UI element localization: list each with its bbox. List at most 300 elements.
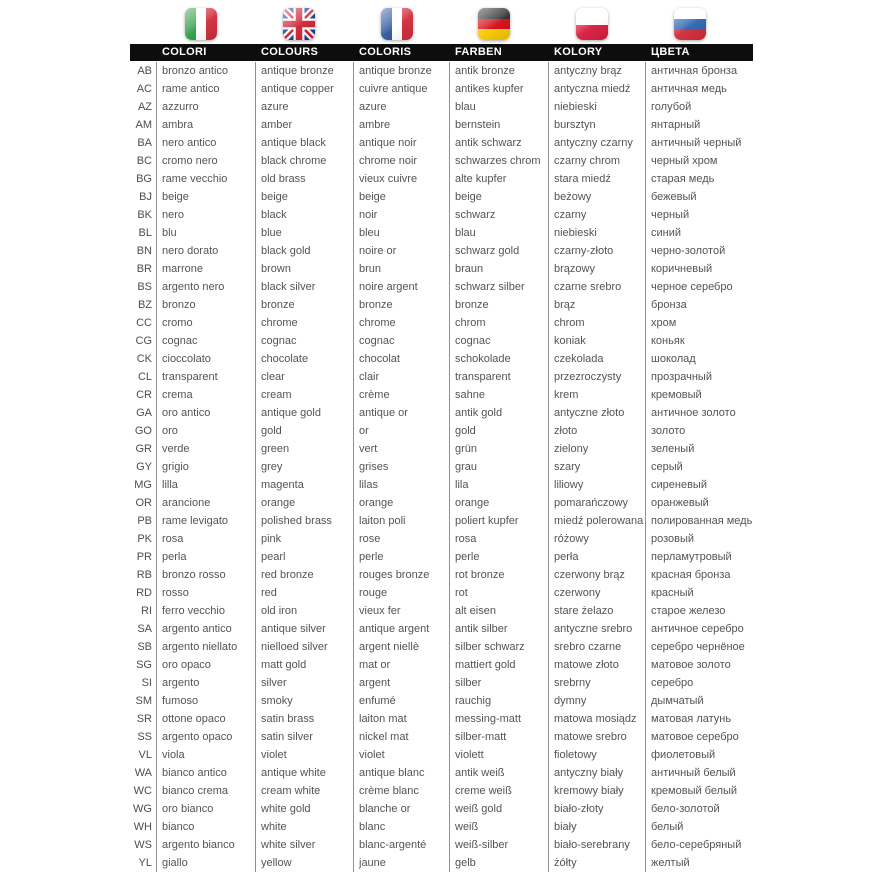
english-name-cell: antique gold xyxy=(255,404,353,422)
color-code-cell: BN xyxy=(136,245,152,257)
polish-name-cell: miedź polerowana xyxy=(548,512,645,530)
polish-name-cell: czerwony xyxy=(548,584,645,602)
english-name-cell: chocolate xyxy=(255,350,353,368)
code-column-header xyxy=(130,44,156,61)
polish-name-cell: różowy xyxy=(548,530,645,548)
french-name-cell: argent niellè xyxy=(353,638,449,656)
italy-flag-icon xyxy=(185,8,217,40)
polish-name-cell: liliowy xyxy=(548,476,645,494)
polish-name-cell: matowa mosiądz xyxy=(548,710,645,728)
russian-name-cell: старое железо xyxy=(645,602,753,620)
english-name-cell: brown xyxy=(255,260,353,278)
russian-name-cell: бежевый xyxy=(645,188,753,206)
russian-name-cell: синий xyxy=(645,224,753,242)
color-code-cell: BC xyxy=(136,155,152,167)
polish-name-cell: niebieski xyxy=(548,224,645,242)
table-row xyxy=(130,764,753,782)
german-name-cell: silber schwarz xyxy=(449,638,548,656)
english-name-cell: black silver xyxy=(255,278,353,296)
italian-name-cell: azzurro xyxy=(156,98,255,116)
table-row xyxy=(130,494,753,512)
english-name-cell: violet xyxy=(255,746,353,764)
table-row xyxy=(130,656,753,674)
english-name-cell: grey xyxy=(255,458,353,476)
french-name-cell: argent xyxy=(353,674,449,692)
english-name-cell: red bronze xyxy=(255,566,353,584)
french-name-cell: mat or xyxy=(353,656,449,674)
italian-name-cell: rame antico xyxy=(156,80,255,98)
english-name-cell: yellow xyxy=(255,854,353,872)
german-name-cell: rot xyxy=(449,584,548,602)
english-name-cell: pearl xyxy=(255,548,353,566)
russian-name-cell: зеленый xyxy=(645,440,753,458)
table-row xyxy=(130,782,753,800)
table-row xyxy=(130,602,753,620)
color-code-cell: GR xyxy=(135,443,152,455)
italian-name-cell: bianco crema xyxy=(156,782,255,800)
german-name-cell: rosa xyxy=(449,530,548,548)
english-name-cell: cream white xyxy=(255,782,353,800)
italian-name-cell: blu xyxy=(156,224,255,242)
italian-name-cell: verde xyxy=(156,440,255,458)
italian-name-cell: cromo nero xyxy=(156,152,255,170)
polish-name-cell: biało-złoty xyxy=(548,800,645,818)
russian-name-cell: прозрачный xyxy=(645,368,753,386)
russian-name-cell: красный xyxy=(645,584,753,602)
italian-name-cell: argento opaco xyxy=(156,728,255,746)
italian-name-cell: crema xyxy=(156,386,255,404)
russian-name-cell: красная бронза xyxy=(645,566,753,584)
italian-name-cell: oro xyxy=(156,422,255,440)
color-code-cell: GO xyxy=(134,425,152,437)
color-code-cell: SM xyxy=(135,695,152,707)
polish-name-cell: złoto xyxy=(548,422,645,440)
table-row xyxy=(130,638,753,656)
german-name-cell: antik gold xyxy=(449,404,548,422)
french-name-cell: crème xyxy=(353,386,449,404)
french-name-cell: enfumé xyxy=(353,692,449,710)
table-row xyxy=(130,404,753,422)
polish-name-cell: czerwony brąz xyxy=(548,566,645,584)
italian-name-cell: bronzo rosso xyxy=(156,566,255,584)
color-code-cell: SS xyxy=(137,731,152,743)
color-code-cell: CR xyxy=(136,389,152,401)
russian-name-cell: античное серебро xyxy=(645,620,753,638)
english-name-cell: black gold xyxy=(255,242,353,260)
table-row xyxy=(130,206,753,224)
polish-name-cell: czekolada xyxy=(548,350,645,368)
color-code-cell: WC xyxy=(133,785,152,797)
french-name-cell: rouges bronze xyxy=(353,566,449,584)
italian-name-cell: ambra xyxy=(156,116,255,134)
german-name-cell: chrom xyxy=(449,314,548,332)
german-name-cell: grün xyxy=(449,440,548,458)
color-code-cell: AB xyxy=(137,65,152,77)
table-row xyxy=(130,440,753,458)
color-code-cell: WA xyxy=(134,767,152,779)
french-name-cell: rouge xyxy=(353,584,449,602)
italian-name-cell: rame levigato xyxy=(156,512,255,530)
russian-name-cell: черное серебро xyxy=(645,278,753,296)
table-row xyxy=(130,386,753,404)
polish-name-cell: koniak xyxy=(548,332,645,350)
russian-name-cell: янтарный xyxy=(645,116,753,134)
italian-name-cell: nero dorato xyxy=(156,242,255,260)
russian-name-cell: матовая латунь xyxy=(645,710,753,728)
color-code-cell: BG xyxy=(136,173,152,185)
color-code-cell: AM xyxy=(135,119,152,131)
polish-name-cell: stara miedź xyxy=(548,170,645,188)
french-name-cell: cognac xyxy=(353,332,449,350)
italian-name-cell: fumoso xyxy=(156,692,255,710)
polish-name-cell: szary xyxy=(548,458,645,476)
color-code-cell: VL xyxy=(138,749,152,761)
german-name-cell: mattiert gold xyxy=(449,656,548,674)
table-row xyxy=(130,728,753,746)
english-name-cell: red xyxy=(255,584,353,602)
table-row xyxy=(130,548,753,566)
table-row xyxy=(130,242,753,260)
russian-name-cell: розовый xyxy=(645,530,753,548)
polish-name-cell: krem xyxy=(548,386,645,404)
italian-name-cell: rame vecchio xyxy=(156,170,255,188)
french-name-cell: bronze xyxy=(353,296,449,314)
english-name-cell: old iron xyxy=(255,602,353,620)
polish-name-cell: stare żelazo xyxy=(548,602,645,620)
russian-name-cell: серый xyxy=(645,458,753,476)
italian-name-cell: arancione xyxy=(156,494,255,512)
italian-name-cell: bianco antico xyxy=(156,764,255,782)
table-row xyxy=(130,62,753,80)
german-name-cell: schwarz gold xyxy=(449,242,548,260)
poland-flag-icon xyxy=(576,8,608,40)
german-name-cell: rauchig xyxy=(449,692,548,710)
german-name-cell: violett xyxy=(449,746,548,764)
french-name-cell: clair xyxy=(353,368,449,386)
table-row xyxy=(130,260,753,278)
table-row xyxy=(130,314,753,332)
italian-name-cell: rosa xyxy=(156,530,255,548)
russian-name-cell: черный хром xyxy=(645,152,753,170)
russian-name-cell: перламутровый xyxy=(645,548,753,566)
color-code-cell: MG xyxy=(134,479,152,491)
italian-name-cell: argento bianco xyxy=(156,836,255,854)
color-code-cell: RD xyxy=(136,587,152,599)
polish-name-cell: antyczny czarny xyxy=(548,134,645,152)
color-code-cell: YL xyxy=(138,857,152,869)
english-name-cell: antique white xyxy=(255,764,353,782)
english-name-cell: satin brass xyxy=(255,710,353,728)
english-name-cell: nielloed silver xyxy=(255,638,353,656)
color-code-cell: CC xyxy=(136,317,152,329)
italian-name-cell: giallo xyxy=(156,854,255,872)
color-code-cell: BK xyxy=(137,209,152,221)
french-name-cell: cuivre antique xyxy=(353,80,449,98)
color-code-cell: CG xyxy=(135,335,152,347)
french-name-cell: ambre xyxy=(353,116,449,134)
french-name-cell: vert xyxy=(353,440,449,458)
polish-name-cell: czarne srebro xyxy=(548,278,645,296)
german-name-cell: schwarz silber xyxy=(449,278,548,296)
german-name-cell: sahne xyxy=(449,386,548,404)
french-name-cell: chocolat xyxy=(353,350,449,368)
polish-name-cell: zielony xyxy=(548,440,645,458)
uk-flag-icon xyxy=(283,8,315,40)
color-code-cell: SG xyxy=(136,659,152,671)
russian-name-cell: бронза xyxy=(645,296,753,314)
french-name-cell: or xyxy=(353,422,449,440)
italian-name-cell: perla xyxy=(156,548,255,566)
italian-name-cell: oro opaco xyxy=(156,656,255,674)
russian-name-cell: дымчатый xyxy=(645,692,753,710)
german-name-cell: lila xyxy=(449,476,548,494)
french-name-cell: noire or xyxy=(353,242,449,260)
italian-name-cell: grigio xyxy=(156,458,255,476)
italian-name-cell: argento niellato xyxy=(156,638,255,656)
color-table xyxy=(130,44,753,872)
german-name-cell: blau xyxy=(449,224,548,242)
english-name-cell: silver xyxy=(255,674,353,692)
english-name-cell: white silver xyxy=(255,836,353,854)
polish-name-cell: biały xyxy=(548,818,645,836)
color-code-cell: PK xyxy=(137,533,152,545)
color-code-cell: PB xyxy=(137,515,152,527)
italian-name-cell: nero xyxy=(156,206,255,224)
english-name-cell: pink xyxy=(255,530,353,548)
english-name-cell: chrome xyxy=(255,314,353,332)
table-row xyxy=(130,620,753,638)
english-name-cell: gold xyxy=(255,422,353,440)
polish-name-cell: przezroczysty xyxy=(548,368,645,386)
color-code-cell: BZ xyxy=(137,299,152,311)
color-code-cell: AZ xyxy=(137,101,152,113)
french-name-cell: laiton mat xyxy=(353,710,449,728)
russian-name-cell: бело-золотой xyxy=(645,800,753,818)
table-row xyxy=(130,116,753,134)
english-name-cell: green xyxy=(255,440,353,458)
table-row xyxy=(130,350,753,368)
english-name-cell: black xyxy=(255,206,353,224)
german-name-cell: weiß-silber xyxy=(449,836,548,854)
italian-name-cell: oro antico xyxy=(156,404,255,422)
polish-name-cell: antyczna miedź xyxy=(548,80,645,98)
table-row xyxy=(130,332,753,350)
table-row xyxy=(130,170,753,188)
german-name-cell: antik weiß xyxy=(449,764,548,782)
polish-name-cell: biało-serebrany xyxy=(548,836,645,854)
color-code-cell: SR xyxy=(136,713,152,725)
italian-name-cell: viola xyxy=(156,746,255,764)
french-name-cell: vieux cuivre xyxy=(353,170,449,188)
italian-name-cell: transparent xyxy=(156,368,255,386)
french-name-cell: orange xyxy=(353,494,449,512)
color-code-cell: AC xyxy=(136,83,152,95)
german-name-cell: braun xyxy=(449,260,548,278)
german-name-cell: rot bronze xyxy=(449,566,548,584)
table-row xyxy=(130,80,753,98)
english-name-cell: beige xyxy=(255,188,353,206)
english-name-cell: matt gold xyxy=(255,656,353,674)
french-name-cell: chrome xyxy=(353,314,449,332)
german-name-cell: weiß gold xyxy=(449,800,548,818)
italian-name-cell: ottone opaco xyxy=(156,710,255,728)
italian-name-cell: bronzo antico xyxy=(156,62,255,80)
polish-name-cell: bursztyn xyxy=(548,116,645,134)
french-name-cell: violet xyxy=(353,746,449,764)
polish-name-cell: fioletowy xyxy=(548,746,645,764)
table-row xyxy=(130,188,753,206)
italian-name-cell: bronzo xyxy=(156,296,255,314)
italian-name-cell: marrone xyxy=(156,260,255,278)
color-code-cell: WH xyxy=(133,821,152,833)
english-name-cell: cream xyxy=(255,386,353,404)
column-header-polish: KOLORY xyxy=(554,46,603,58)
german-name-cell: transparent xyxy=(449,368,548,386)
polish-name-cell: dymny xyxy=(548,692,645,710)
english-name-cell: smoky xyxy=(255,692,353,710)
russian-name-cell: матовое золото xyxy=(645,656,753,674)
color-code-cell: WG xyxy=(133,803,152,815)
italian-name-cell: rosso xyxy=(156,584,255,602)
polish-name-cell: srebrny xyxy=(548,674,645,692)
table-row xyxy=(130,746,753,764)
russian-name-cell: оранжевый xyxy=(645,494,753,512)
french-name-cell: grises xyxy=(353,458,449,476)
russian-name-cell: белый xyxy=(645,818,753,836)
russian-name-cell: античное золото xyxy=(645,404,753,422)
french-name-cell: bleu xyxy=(353,224,449,242)
russian-name-cell: сиреневый xyxy=(645,476,753,494)
color-code-cell: BL xyxy=(138,227,152,239)
english-name-cell: orange xyxy=(255,494,353,512)
italian-name-cell: cromo xyxy=(156,314,255,332)
color-code-cell: GY xyxy=(136,461,152,473)
german-name-cell: orange xyxy=(449,494,548,512)
russian-name-cell: хром xyxy=(645,314,753,332)
english-name-cell: cognac xyxy=(255,332,353,350)
german-name-cell: antikes kupfer xyxy=(449,80,548,98)
french-name-cell: antique argent xyxy=(353,620,449,638)
french-name-cell: crème blanc xyxy=(353,782,449,800)
table-row xyxy=(130,134,753,152)
french-name-cell: nickel mat xyxy=(353,728,449,746)
english-name-cell: azure xyxy=(255,98,353,116)
italian-name-cell: nero antico xyxy=(156,134,255,152)
polish-name-cell: antyczne złoto xyxy=(548,404,645,422)
flags-row xyxy=(0,0,875,44)
german-name-cell: schwarzes chrom xyxy=(449,152,548,170)
column-header-german: FARBEN xyxy=(455,46,503,58)
polish-name-cell: czarny chrom xyxy=(548,152,645,170)
polish-name-cell: czarny xyxy=(548,206,645,224)
table-row xyxy=(130,476,753,494)
russian-name-cell: кремовый xyxy=(645,386,753,404)
english-name-cell: old brass xyxy=(255,170,353,188)
german-name-cell: beige xyxy=(449,188,548,206)
italian-name-cell: argento nero xyxy=(156,278,255,296)
french-name-cell: brun xyxy=(353,260,449,278)
german-name-cell: schokolade xyxy=(449,350,548,368)
english-name-cell: black chrome xyxy=(255,152,353,170)
german-name-cell: bronze xyxy=(449,296,548,314)
table-row xyxy=(130,584,753,602)
color-code-cell: PR xyxy=(136,551,152,563)
italian-name-cell: argento antico xyxy=(156,620,255,638)
color-code-cell: SA xyxy=(137,623,152,635)
german-name-cell: poliert kupfer xyxy=(449,512,548,530)
french-name-cell: noire argent xyxy=(353,278,449,296)
polish-name-cell: antyczny biały xyxy=(548,764,645,782)
germany-flag-icon xyxy=(478,8,510,40)
color-code-cell: BA xyxy=(137,137,152,149)
french-name-cell: lilas xyxy=(353,476,449,494)
french-name-cell: perle xyxy=(353,548,449,566)
english-name-cell: blue xyxy=(255,224,353,242)
polish-name-cell: matowe złoto xyxy=(548,656,645,674)
france-flag-icon xyxy=(381,8,413,40)
table-row xyxy=(130,224,753,242)
column-header-english: COLOURS xyxy=(261,46,319,58)
english-name-cell: magenta xyxy=(255,476,353,494)
table-row xyxy=(130,692,753,710)
french-name-cell: antique blanc xyxy=(353,764,449,782)
polish-name-cell: niebieski xyxy=(548,98,645,116)
color-code-cell: OR xyxy=(135,497,152,509)
table-row xyxy=(130,152,753,170)
column-header-french: COLORIS xyxy=(359,46,412,58)
polish-name-cell: matowe srebro xyxy=(548,728,645,746)
color-code-cell: SB xyxy=(137,641,152,653)
german-name-cell: antik silber xyxy=(449,620,548,638)
table-row xyxy=(130,530,753,548)
russian-name-cell: античная медь xyxy=(645,80,753,98)
table-row xyxy=(130,674,753,692)
english-name-cell: satin silver xyxy=(255,728,353,746)
english-name-cell: amber xyxy=(255,116,353,134)
polish-name-cell: srebro czarne xyxy=(548,638,645,656)
italian-name-cell: ferro vecchio xyxy=(156,602,255,620)
german-name-cell: perle xyxy=(449,548,548,566)
polish-name-cell: pomarańczowy xyxy=(548,494,645,512)
russian-name-cell: античная бронза xyxy=(645,62,753,80)
polish-name-cell: kremowy biały xyxy=(548,782,645,800)
english-name-cell: white xyxy=(255,818,353,836)
polish-name-cell: brązowy xyxy=(548,260,645,278)
polish-name-cell: beżowy xyxy=(548,188,645,206)
german-name-cell: alte kupfer xyxy=(449,170,548,188)
table-row xyxy=(130,818,753,836)
table-header-bar xyxy=(130,44,753,61)
french-name-cell: chrome noir xyxy=(353,152,449,170)
french-name-cell: blanche or xyxy=(353,800,449,818)
french-name-cell: rose xyxy=(353,530,449,548)
russian-name-cell: античный черный xyxy=(645,134,753,152)
table-row xyxy=(130,800,753,818)
table-row xyxy=(130,278,753,296)
table-row xyxy=(130,836,753,854)
russian-name-cell: коньяк xyxy=(645,332,753,350)
polish-name-cell: brąz xyxy=(548,296,645,314)
german-name-cell: blau xyxy=(449,98,548,116)
russian-name-cell: матовое серебро xyxy=(645,728,753,746)
french-name-cell: blanc xyxy=(353,818,449,836)
english-name-cell: antique silver xyxy=(255,620,353,638)
german-name-cell: messing-matt xyxy=(449,710,548,728)
french-name-cell: beige xyxy=(353,188,449,206)
table-row xyxy=(130,710,753,728)
polish-name-cell: chrom xyxy=(548,314,645,332)
french-name-cell: antique or xyxy=(353,404,449,422)
